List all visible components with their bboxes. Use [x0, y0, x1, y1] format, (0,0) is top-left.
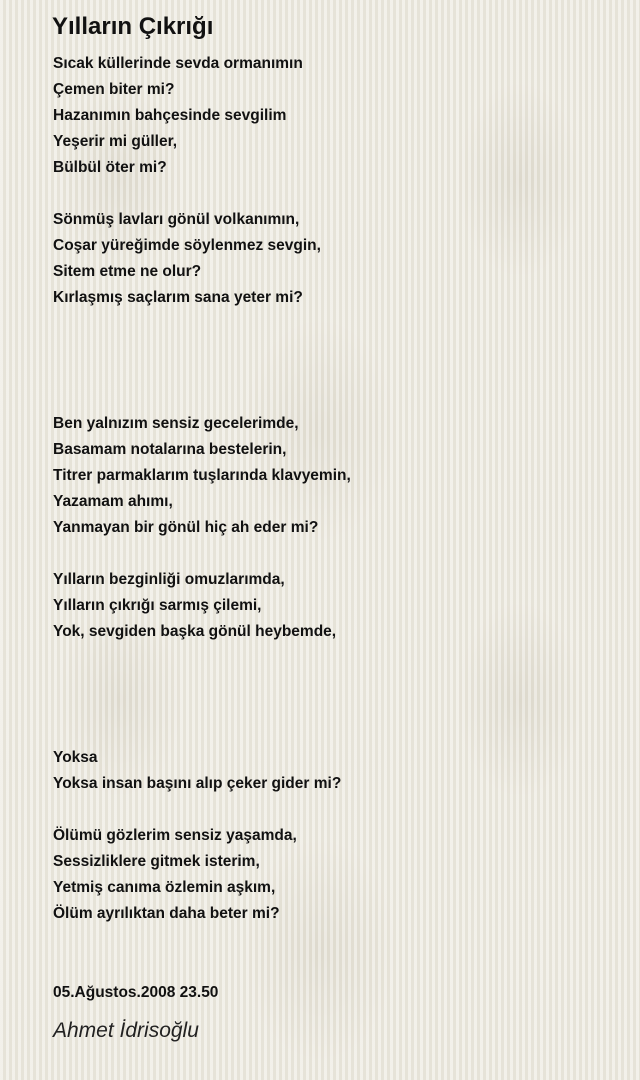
poem-line: Basamam notalarına bestelerin, [53, 441, 287, 458]
poem-title: Yılların Çıkrığı [52, 13, 214, 40]
poem-line: Çemen biter mi? [53, 81, 175, 98]
poem-date: 05.Ağustos.2008 23.50 [53, 984, 219, 1001]
stanza [53, 567, 613, 645]
stanza [53, 823, 613, 927]
poem-line: Coşar yüreğimde söylenmez sevgin, [53, 237, 321, 254]
poem-line: Yeşerir mi güller, [53, 133, 178, 150]
poem-line: Sitem etme ne olur? [53, 263, 202, 280]
poem-line: Sessizliklere gitmek isterim, [53, 853, 260, 870]
poem-line: Yetmiş canıma özlemin aşkım, [53, 879, 276, 896]
poem-line: Yazamam ahımı, [53, 493, 173, 510]
poem-body [53, 51, 613, 927]
poem-line: Kırlaşmış saçlarım sana yeter mi? [53, 289, 303, 306]
poem-line: Hazanımın bahçesinde sevgilim [53, 107, 287, 124]
poem-line: Sıcak küllerinde sevda ormanımın [53, 55, 303, 72]
poem-line: Ölüm ayrılıktan daha beter mi? [53, 905, 280, 922]
poem-line: Yanmayan bir gönül hiç ah eder mi? [53, 519, 319, 536]
stanza [53, 51, 613, 181]
poem-line: Yoksa insan başını alıp çeker gider mi? [53, 775, 342, 792]
poem-line: Yılların bezginliği omuzlarımda, [53, 571, 285, 588]
poem-author: Ahmet İdrisoğlu [53, 1019, 199, 1042]
stanza [53, 745, 613, 797]
poem-line: Sönmüş lavları gönül volkanımın, [53, 211, 300, 228]
stanza [53, 207, 613, 311]
poem-line: Yılların çıkrığı sarmış çilemi, [53, 597, 262, 614]
poem-line: Bülbül öter mi? [53, 159, 167, 176]
poem-line: Yok, sevgiden başka gönül heybemde, [53, 623, 337, 640]
poem-line: Ben yalnızım sensiz gecelerimde, [53, 415, 299, 432]
poem-line: Yoksa [53, 749, 98, 766]
stanza [53, 411, 613, 541]
poem-line: Ölümü gözlerim sensiz yaşamda, [53, 827, 297, 844]
poem-line: Titrer parmaklarım tuşlarında klavyemin, [53, 467, 351, 484]
